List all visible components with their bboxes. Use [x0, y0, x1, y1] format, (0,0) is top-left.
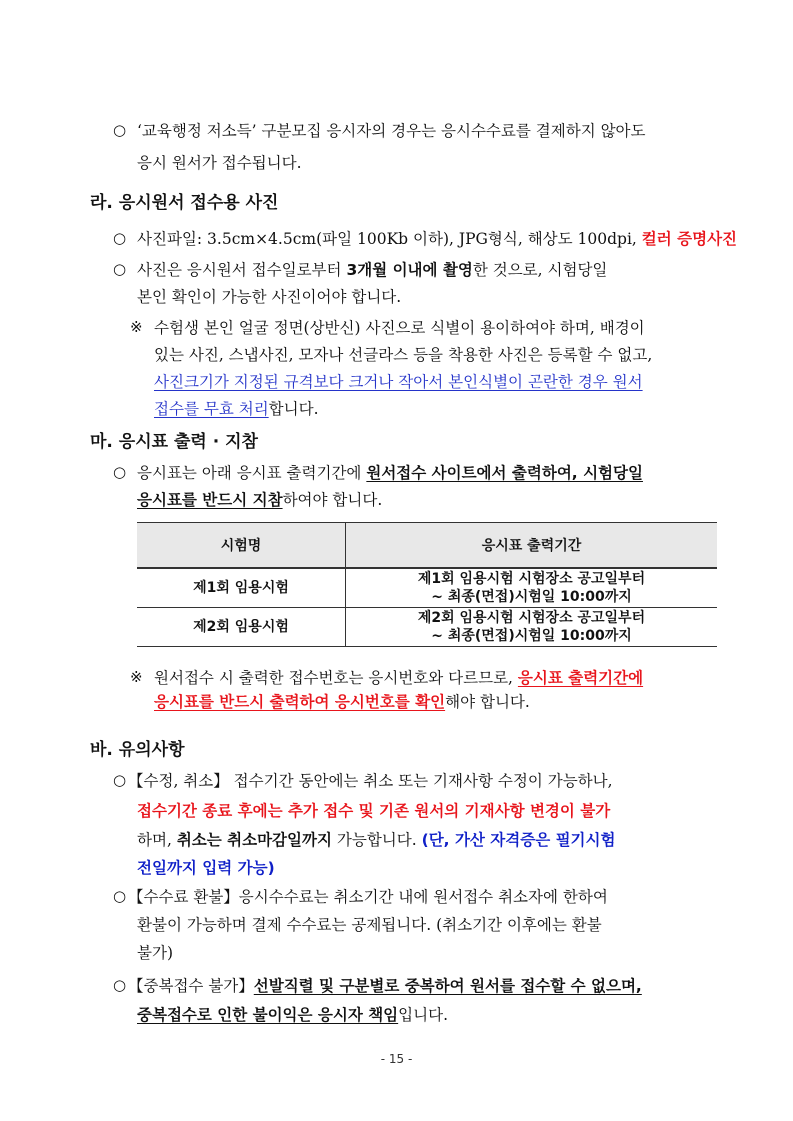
- ticket-note-line-2: [154, 691, 530, 713]
- table-row: [137, 608, 717, 647]
- photo-date-text-2: 한 것으로, 시험당일: [472, 261, 608, 279]
- notes-duplicate-line-2: [137, 1004, 448, 1026]
- three-months-emphasis: 3개월 이내에 촬영: [346, 261, 473, 279]
- notes-edit-text-2: 가능합니다.: [331, 831, 422, 849]
- color-photo-emphasis: 컬러 증명사진: [641, 230, 738, 248]
- bullet-mark: ○: [113, 463, 127, 481]
- print-site-emphasis: 원서접수 사이트에서 출력하여, 시험당일: [366, 464, 643, 482]
- note-mark: ※: [130, 668, 143, 686]
- ticket-text: 응시표는 아래 응시표 출력기간에: [137, 464, 367, 482]
- notes-refund-line-3: 불가): [137, 944, 173, 962]
- photo-note-line-4: [154, 398, 319, 420]
- ticket-line-2: [137, 489, 382, 511]
- notes-refund-line-2: 환불이 가능하며 결제 수수료는 공제됩니다. (취소기간 이후에는 환불: [137, 916, 602, 934]
- section-title-notes: 바. 유의사항: [90, 740, 185, 760]
- ticket-line-1: [137, 462, 643, 484]
- bullet-mark: ○: [113, 260, 127, 278]
- period-line-2: ~ 최종(면접)시험일 10:00까지: [431, 628, 632, 644]
- photo-note-line-1: 수험생 본인 얼굴 정면(상반신) 사진으로 식별이 용이하여야 하며, 배경이: [154, 319, 645, 337]
- invalid-processing-link: 접수를 무효 처리: [154, 400, 269, 418]
- table-row: [137, 568, 717, 608]
- notes-duplicate-line-1: [128, 975, 642, 997]
- photo-date-text: 사진은 응시원서 접수일로부터: [137, 261, 347, 279]
- period-line-2: ~ 최종(면접)시험일 10:00까지: [431, 589, 632, 605]
- period-line-1: 제2회 임용시험 시험장소 공고일부터: [417, 610, 646, 626]
- ticket-note-text: 원서접수 시 출력한 접수번호는 응시번호와 다르므로,: [154, 669, 518, 687]
- photo-spec-text: 사진파일: 3.5cm×4.5cm(파일 100Kb 이하), JPG형식, 해상도 100dpi,: [137, 230, 642, 248]
- intro-line-1: ‘교육행정 저소득’ 구분모집 응시자의 경우는 응시수수료를 결제하지 않아도: [137, 122, 646, 140]
- bullet-mark: ○: [113, 887, 127, 905]
- note-mark: ※: [130, 318, 143, 336]
- photo-date-line-2: 본인 확인이 가능한 사진이어야 합니다.: [137, 288, 402, 306]
- notes-refund-line-1: 【수수료 환불】응시수수료는 취소기간 내에 원서접수 취소자에 한하여: [128, 888, 608, 906]
- page-number: - 15 -: [380, 1052, 413, 1066]
- notes-edit-line-4: 전일까지 입력 가능): [137, 859, 275, 877]
- photo-note-end: 합니다.: [268, 400, 319, 418]
- photo-date-line-1: [137, 259, 607, 281]
- section-title-photo: 라. 응시원서 접수용 사진: [90, 193, 279, 213]
- duplicate-label: 【중복접수 불가】: [128, 977, 254, 995]
- photo-note-line-2: 있는 사진, 스냅사진, 모자나 선글라스 등을 착용한 사진은 등록할 수 없고,: [154, 346, 653, 364]
- photo-note-line-3: 사진크기가 지정된 규격보다 크거나 작아서 본인식별이 곤란한 경우 원서: [154, 373, 643, 391]
- period-line-1: 제1회 임용시험 시험장소 공고일부터: [417, 571, 646, 587]
- certificate-note: (단, 가산 자격증은 필기시험: [421, 831, 616, 849]
- ticket-note-end: 해야 합니다.: [445, 693, 530, 711]
- confirm-number-emphasis: 응시표를 반드시 출력하여 응시번호를 확인: [154, 693, 446, 711]
- notes-edit-line-2: 접수기간 종료 후에는 추가 접수 및 기존 원서의 기재사항 변경이 불가: [137, 802, 611, 820]
- bullet-mark: ○: [113, 229, 127, 247]
- bullet-mark: ○: [113, 771, 127, 789]
- applicant-responsibility-emphasis: 중복접수로 인한 불이익은 응시자 책임: [137, 1006, 399, 1024]
- table-header-period: 응시표 출력기간: [346, 523, 718, 569]
- photo-spec-line: [137, 228, 737, 250]
- period-cell: [346, 568, 718, 608]
- section-title-admission-ticket: 마. 응시표 출력 · 지참: [90, 432, 258, 452]
- period-cell: [346, 608, 718, 647]
- table-header-exam: 시험명: [137, 523, 346, 569]
- duplicate-emphasis: 선발직렬 및 구분별로 중복하여 원서를 접수할 수 없으며,: [253, 977, 642, 995]
- notes-edit-line-3: [137, 829, 615, 851]
- print-period-emphasis: 응시표 출력기간에: [517, 669, 644, 687]
- duplicate-end: 입니다.: [398, 1006, 449, 1024]
- bring-ticket-emphasis: 응시표를 반드시 지참: [137, 491, 283, 509]
- ticket-note-line-1: [154, 667, 643, 689]
- exam-name-cell: 제1회 임용시험: [137, 568, 346, 608]
- ticket-text-2: 하여야 합니다.: [282, 491, 383, 509]
- bullet-mark: ○: [113, 976, 127, 994]
- bullet-mark: ○: [113, 121, 127, 139]
- exam-name-cell: 제2회 임용시험: [137, 608, 346, 647]
- intro-line-2: 응시 원서가 접수됩니다.: [137, 154, 302, 172]
- cancel-deadline-emphasis: 취소는 취소마감일까지: [176, 831, 332, 849]
- notes-edit-text: 하며,: [137, 831, 177, 849]
- table-header-row: [137, 523, 717, 569]
- notes-edit-line-1: 【수정, 취소】 접수기간 동안에는 취소 또는 기재사항 수정이 가능하나,: [128, 772, 613, 790]
- print-period-table: [137, 522, 717, 647]
